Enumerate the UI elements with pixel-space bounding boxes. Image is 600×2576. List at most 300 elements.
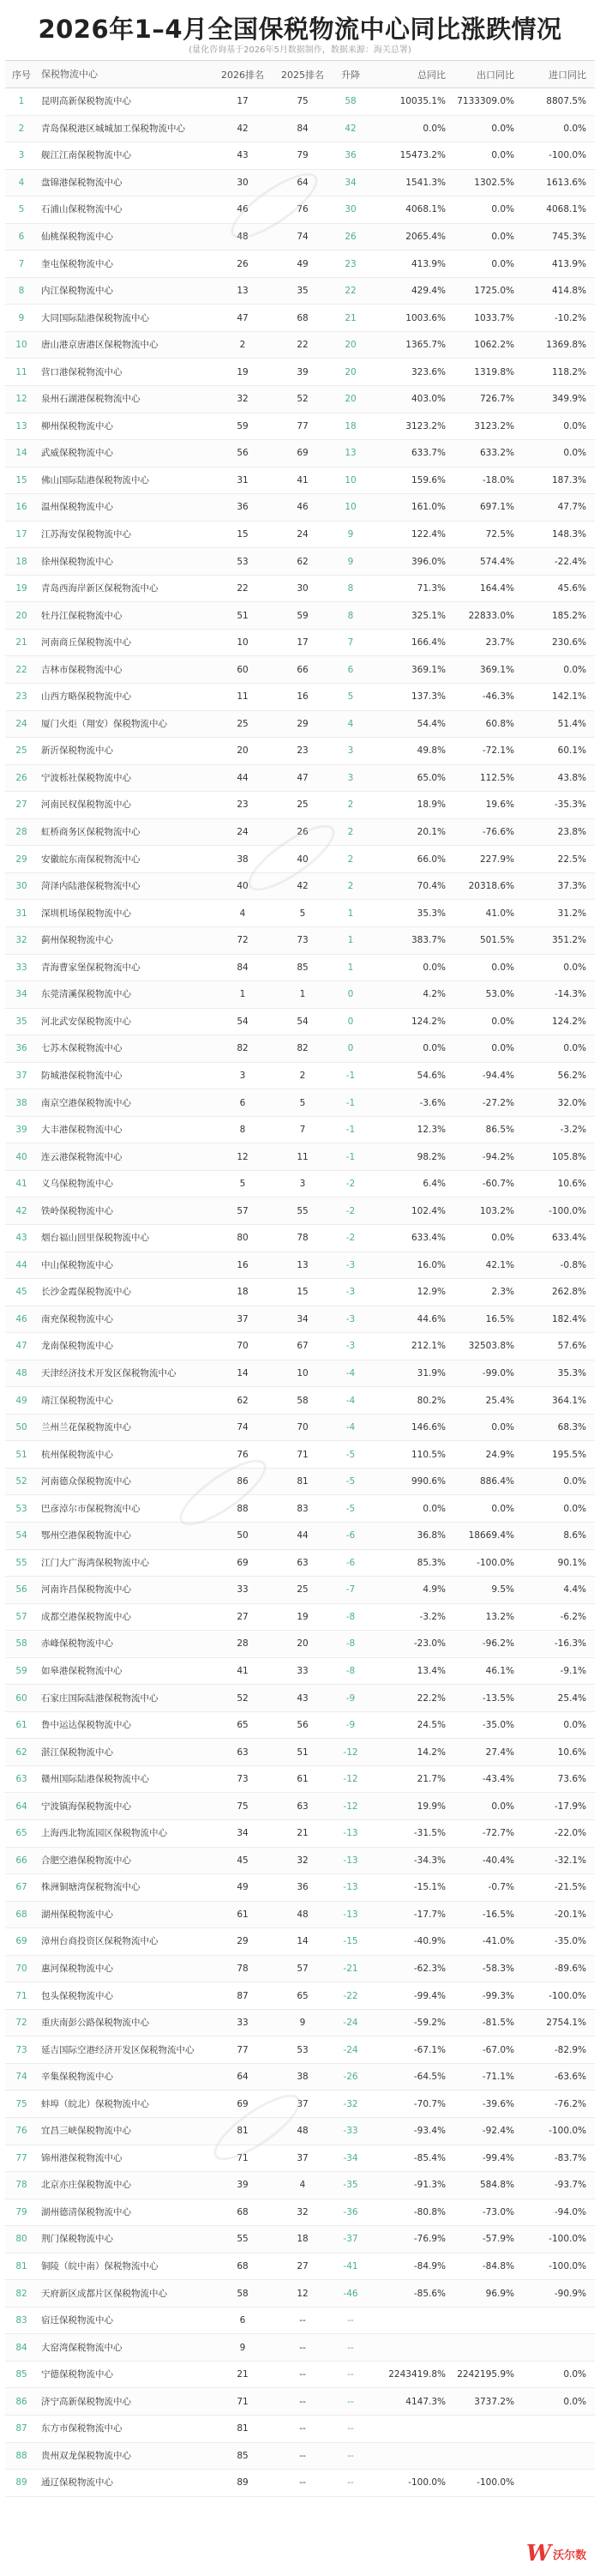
row-rank2026: 50	[209, 1522, 276, 1549]
page-subtitle: (量化咨询基于2026年5月数据制作，数据来源：海关总署)	[189, 45, 411, 55]
row-rank2025: 9	[276, 2009, 329, 2036]
row-export-yoy: 22833.0%	[449, 602, 518, 630]
row-export-yoy: 164.4%	[449, 575, 518, 602]
row-import-yoy: 32.0%	[518, 1089, 595, 1117]
header-rank2025: 2025排名	[276, 61, 329, 88]
row-export-yoy: 23.7%	[449, 629, 518, 656]
row-rank2026: 2	[209, 331, 276, 359]
row-total-yoy: 159.6%	[372, 467, 449, 494]
row-total-yoy: 31.9%	[372, 1360, 449, 1387]
row-export-yoy: -73.0%	[449, 2199, 518, 2226]
table-row	[5, 305, 595, 332]
row-total-yoy: 54.4%	[372, 710, 449, 738]
table-row	[5, 1631, 595, 1658]
table-row	[5, 1089, 595, 1117]
logo-text: 沃尔数	[553, 2549, 587, 2562]
row-import-yoy: -93.7%	[518, 2172, 595, 2199]
table-row	[5, 1874, 595, 1902]
row-import-yoy: 0.0%	[518, 115, 595, 142]
table-row	[5, 1495, 595, 1523]
table-row	[5, 738, 595, 765]
row-import-yoy: -100.0%	[518, 1198, 595, 1225]
row-no: 59	[5, 1657, 38, 1685]
table-row	[5, 1170, 595, 1198]
row-no: 73	[5, 2036, 38, 2064]
row-import-yoy: -82.9%	[518, 2036, 595, 2064]
row-export-yoy: 2.3%	[449, 1279, 518, 1306]
table-row	[5, 1116, 595, 1143]
row-rank2025: 20	[276, 1631, 329, 1658]
row-export-yoy: 501.5%	[449, 926, 518, 954]
table-row	[5, 2090, 595, 2118]
table-row	[5, 1279, 595, 1306]
row-no: 76	[5, 2118, 38, 2145]
table-row	[5, 1522, 595, 1549]
row-export-yoy: -72.1%	[449, 738, 518, 765]
table-row	[5, 846, 595, 873]
row-rank2026: 57	[209, 1198, 276, 1225]
row-name: 河南民权保税物流中心	[38, 792, 209, 819]
row-no: 27	[5, 792, 38, 819]
row-no: 67	[5, 1874, 38, 1902]
row-no: 43	[5, 1224, 38, 1252]
row-export-yoy: -96.2%	[449, 1631, 518, 1658]
row-export-yoy: 46.1%	[449, 1657, 518, 1685]
row-total-yoy: 323.6%	[372, 359, 449, 386]
row-no: 44	[5, 1252, 38, 1279]
row-name: 天府新区成都片区保税物流中心	[38, 2280, 209, 2308]
row-import-yoy: -20.1%	[518, 1901, 595, 1928]
row-export-yoy: 726.7%	[449, 386, 518, 413]
row-no: 42	[5, 1198, 38, 1225]
row-name: 青海曹家堡保税物流中心	[38, 954, 209, 981]
row-name: 盘锦港保税物流中心	[38, 169, 209, 196]
row-total-yoy: 166.4%	[372, 629, 449, 656]
row-total-yoy: 22.2%	[372, 1685, 449, 1712]
table-body	[5, 88, 595, 2497]
row-change: 30	[329, 196, 372, 224]
row-rank2025: 16	[276, 684, 329, 711]
table-row	[5, 1901, 595, 1928]
row-change: -6	[329, 1522, 372, 1549]
row-name: 防城港保税物流中心	[38, 1062, 209, 1089]
row-no: 88	[5, 2442, 38, 2470]
row-name: 义乌保税物流中心	[38, 1170, 209, 1198]
row-name: 山西方略保税物流中心	[38, 684, 209, 711]
row-rank2026: 59	[209, 413, 276, 440]
row-export-yoy: -40.4%	[449, 1847, 518, 1874]
row-change: 20	[329, 359, 372, 386]
row-export-yoy: -99.3%	[449, 1982, 518, 2010]
row-total-yoy: 1541.3%	[372, 169, 449, 196]
row-no: 52	[5, 1468, 38, 1495]
row-rank2026: 12	[209, 1143, 276, 1171]
row-import-yoy: 413.9%	[518, 250, 595, 278]
table-row	[5, 467, 595, 494]
row-export-yoy	[449, 2307, 518, 2334]
row-total-yoy: 49.8%	[372, 738, 449, 765]
row-rank2025: 5	[276, 900, 329, 927]
row-rank2025: 34	[276, 1306, 329, 1333]
row-total-yoy: 21.7%	[372, 1765, 449, 1793]
row-no: 16	[5, 494, 38, 522]
row-no: 37	[5, 1062, 38, 1089]
row-name: 仙桃保税物流中心	[38, 223, 209, 250]
row-change: -15	[329, 1928, 372, 1956]
row-change: 6	[329, 656, 372, 684]
table-row	[5, 2470, 595, 2497]
row-change: -1	[329, 1116, 372, 1143]
row-total-yoy: -3.6%	[372, 1089, 449, 1117]
row-name: 内江保税物流中心	[38, 277, 209, 305]
row-export-yoy: 584.8%	[449, 2172, 518, 2199]
row-change: -1	[329, 1062, 372, 1089]
row-change: -9	[329, 1711, 372, 1739]
row-total-yoy	[372, 2442, 449, 2470]
row-export-yoy: 0.0%	[449, 223, 518, 250]
row-export-yoy: 633.2%	[449, 440, 518, 468]
row-rank2026: 69	[209, 1549, 276, 1577]
row-total-yoy: 0.0%	[372, 1035, 449, 1063]
row-import-yoy: -63.6%	[518, 2063, 595, 2090]
table-row	[5, 1360, 595, 1387]
row-import-yoy	[518, 2334, 595, 2362]
row-change: -6	[329, 1549, 372, 1577]
table-row	[5, 684, 595, 711]
row-name: 大丰港保税物流中心	[38, 1116, 209, 1143]
row-name: 新沂保税物流中心	[38, 738, 209, 765]
row-import-yoy: -22.4%	[518, 548, 595, 576]
row-total-yoy: 633.7%	[372, 440, 449, 468]
row-rank2026: 51	[209, 602, 276, 630]
row-rank2025: 81	[276, 1468, 329, 1495]
row-change: -12	[329, 1765, 372, 1793]
row-export-yoy: 0.0%	[449, 1793, 518, 1820]
row-import-yoy: 124.2%	[518, 1008, 595, 1035]
row-no: 25	[5, 738, 38, 765]
row-total-yoy: 4068.1%	[372, 196, 449, 224]
row-rank2025: 71	[276, 1441, 329, 1469]
table-row	[5, 1143, 595, 1171]
row-rank2025: 22	[276, 331, 329, 359]
row-no: 34	[5, 981, 38, 1009]
row-no: 77	[5, 2145, 38, 2172]
row-export-yoy: 3123.2%	[449, 413, 518, 440]
row-export-yoy: 24.9%	[449, 1441, 518, 1469]
row-rank2026: 41	[209, 1657, 276, 1685]
row-no: 89	[5, 2470, 38, 2497]
row-total-yoy: 0.0%	[372, 954, 449, 981]
row-rank2025: 49	[276, 250, 329, 278]
row-rank2025: 11	[276, 1143, 329, 1171]
row-name: 昆明高新保税物流中心	[38, 88, 209, 116]
row-export-yoy: -67.0%	[449, 2036, 518, 2064]
row-import-yoy: 35.3%	[518, 1360, 595, 1387]
row-import-yoy: -100.0%	[518, 2226, 595, 2253]
table-row	[5, 440, 595, 468]
row-rank2025: 78	[276, 1224, 329, 1252]
row-total-yoy: -100.0%	[372, 2470, 449, 2497]
row-total-yoy: 3123.2%	[372, 413, 449, 440]
table-row	[5, 656, 595, 684]
row-no: 10	[5, 331, 38, 359]
row-name: 杭州保税物流中心	[38, 1441, 209, 1469]
row-name: 武威保税物流中心	[38, 440, 209, 468]
row-total-yoy: 2065.4%	[372, 223, 449, 250]
row-export-yoy: -99.4%	[449, 2145, 518, 2172]
row-rank2026: 33	[209, 2009, 276, 2036]
row-rank2025: 19	[276, 1603, 329, 1631]
row-no: 56	[5, 1577, 38, 1604]
row-export-yoy: -71.1%	[449, 2063, 518, 2090]
row-rank2026: 81	[209, 2118, 276, 2145]
row-rank2026: 27	[209, 1603, 276, 1631]
row-change: 20	[329, 331, 372, 359]
row-name: 惠河保税物流中心	[38, 1955, 209, 1982]
row-no: 28	[5, 818, 38, 846]
row-change: -3	[329, 1306, 372, 1333]
row-change: -3	[329, 1279, 372, 1306]
row-rank2026: 33	[209, 1577, 276, 1604]
row-export-yoy	[449, 2334, 518, 2362]
table-row	[5, 1008, 595, 1035]
row-export-yoy: -60.7%	[449, 1170, 518, 1198]
row-import-yoy: 4068.1%	[518, 196, 595, 224]
row-rank2025: 57	[276, 1955, 329, 1982]
row-rank2025: 58	[276, 1387, 329, 1415]
row-name: 舰江江南保税物流中心	[38, 142, 209, 170]
row-import-yoy: 0.0%	[518, 2361, 595, 2388]
row-export-yoy: -58.3%	[449, 1955, 518, 1982]
row-rank2026: 84	[209, 954, 276, 981]
row-no: 74	[5, 2063, 38, 2090]
row-name: 宁波栎社保税物流中心	[38, 764, 209, 792]
row-rank2026: 47	[209, 305, 276, 332]
row-import-yoy: -32.1%	[518, 1847, 595, 1874]
row-total-yoy: 212.1%	[372, 1333, 449, 1360]
row-rank2026: 56	[209, 440, 276, 468]
table-row	[5, 2063, 595, 2090]
row-total-yoy: 10035.1%	[372, 88, 449, 116]
row-change: 3	[329, 764, 372, 792]
row-name: 重庆南彭公路保税物流中心	[38, 2009, 209, 2036]
table-row	[5, 710, 595, 738]
row-rank2026: 62	[209, 1387, 276, 1415]
row-export-yoy: -16.5%	[449, 1901, 518, 1928]
row-export-yoy: -43.4%	[449, 1765, 518, 1793]
row-name: 辛集保税物流中心	[38, 2063, 209, 2090]
row-change: -41	[329, 2253, 372, 2280]
row-rank2026: 24	[209, 818, 276, 846]
table-row	[5, 1982, 595, 2010]
row-rank2026: 65	[209, 1711, 276, 1739]
row-rank2025: 47	[276, 764, 329, 792]
brand-logo	[521, 2538, 591, 2569]
row-import-yoy: 195.5%	[518, 1441, 595, 1469]
row-rank2026: 88	[209, 1495, 276, 1523]
row-no: 36	[5, 1035, 38, 1063]
row-import-yoy: 0.0%	[518, 1495, 595, 1523]
row-change: 9	[329, 548, 372, 576]
table-header-row	[5, 61, 595, 88]
row-import-yoy: 22.5%	[518, 846, 595, 873]
row-rank2026: 25	[209, 710, 276, 738]
row-rank2025: 1	[276, 981, 329, 1009]
header-total-yoy: 总同比	[372, 61, 449, 88]
row-change: 1	[329, 926, 372, 954]
row-export-yoy: 0.0%	[449, 1414, 518, 1441]
row-change: 21	[329, 305, 372, 332]
row-change: -7	[329, 1577, 372, 1604]
row-no: 53	[5, 1495, 38, 1523]
row-name: 东莞清溪保税物流中心	[38, 981, 209, 1009]
row-no: 68	[5, 1901, 38, 1928]
row-rank2025: 43	[276, 1685, 329, 1712]
row-rank2025: 10	[276, 1360, 329, 1387]
row-change: 8	[329, 602, 372, 630]
row-rank2026: 72	[209, 926, 276, 954]
row-change: 2	[329, 872, 372, 900]
row-name: 江门大广海湾保税物流中心	[38, 1549, 209, 1577]
row-import-yoy: 73.6%	[518, 1765, 595, 1793]
row-export-yoy: 0.0%	[449, 196, 518, 224]
table-row	[5, 2334, 595, 2362]
row-no: 19	[5, 575, 38, 602]
header-import-yoy: 进口同比	[518, 61, 595, 88]
row-rank2025: 41	[276, 467, 329, 494]
row-change: --	[329, 2307, 372, 2334]
row-name: 长沙金霞保税物流中心	[38, 1279, 209, 1306]
row-total-yoy: 6.4%	[372, 1170, 449, 1198]
row-total-yoy: -70.7%	[372, 2090, 449, 2118]
table-row	[5, 1765, 595, 1793]
row-rank2026: 43	[209, 142, 276, 170]
row-change: -35	[329, 2172, 372, 2199]
table-row	[5, 142, 595, 170]
row-rank2026: 40	[209, 872, 276, 900]
row-rank2025: 37	[276, 2145, 329, 2172]
row-total-yoy: -62.3%	[372, 1955, 449, 1982]
row-import-yoy: -89.6%	[518, 1955, 595, 1982]
table-row	[5, 2172, 595, 2199]
row-rank2026: 44	[209, 764, 276, 792]
row-import-yoy: -100.0%	[518, 142, 595, 170]
row-import-yoy: -22.0%	[518, 1820, 595, 1848]
row-import-yoy: 633.4%	[518, 1224, 595, 1252]
row-change: -2	[329, 1170, 372, 1198]
row-no: 5	[5, 196, 38, 224]
row-rank2025: 12	[276, 2280, 329, 2308]
row-rank2026: 10	[209, 629, 276, 656]
row-no: 70	[5, 1955, 38, 1982]
row-change: 0	[329, 981, 372, 1009]
row-total-yoy: 396.0%	[372, 548, 449, 576]
row-no: 49	[5, 1387, 38, 1415]
row-export-yoy: 53.0%	[449, 981, 518, 1009]
row-export-yoy	[449, 2442, 518, 2470]
row-total-yoy: 161.0%	[372, 494, 449, 522]
row-total-yoy: 4147.3%	[372, 2388, 449, 2416]
row-rank2025: 7	[276, 1116, 329, 1143]
row-name: 兰州兰花保税物流中心	[38, 1414, 209, 1441]
row-name: 河南德众保税物流中心	[38, 1468, 209, 1495]
row-rank2026: 23	[209, 792, 276, 819]
row-total-yoy: 71.3%	[372, 575, 449, 602]
row-import-yoy: -10.2%	[518, 305, 595, 332]
row-export-yoy: 18669.4%	[449, 1522, 518, 1549]
row-no: 75	[5, 2090, 38, 2118]
row-export-yoy: 112.5%	[449, 764, 518, 792]
row-rank2026: 68	[209, 2253, 276, 2280]
row-export-yoy: -35.0%	[449, 1711, 518, 1739]
row-no: 55	[5, 1549, 38, 1577]
table-row	[5, 223, 595, 250]
row-total-yoy: 413.9%	[372, 250, 449, 278]
row-export-yoy: 72.5%	[449, 521, 518, 548]
row-rank2025: 73	[276, 926, 329, 954]
table-row	[5, 2361, 595, 2388]
row-rank2025: 54	[276, 1008, 329, 1035]
row-no: 87	[5, 2416, 38, 2443]
row-total-yoy: 2243419.8%	[372, 2361, 449, 2388]
row-export-yoy	[449, 2416, 518, 2443]
row-rank2025: 14	[276, 1928, 329, 1956]
row-name: 湛江保税物流中心	[38, 1739, 209, 1766]
row-import-yoy: -35.0%	[518, 1928, 595, 1956]
row-name: 连云港保税物流中心	[38, 1143, 209, 1171]
row-import-yoy: 60.1%	[518, 738, 595, 765]
row-total-yoy: 12.3%	[372, 1116, 449, 1143]
row-no: 78	[5, 2172, 38, 2199]
row-rank2025: 23	[276, 738, 329, 765]
row-rank2025: 85	[276, 954, 329, 981]
row-rank2025: 75	[276, 88, 329, 116]
row-total-yoy: 16.0%	[372, 1252, 449, 1279]
row-total-yoy: -40.9%	[372, 1928, 449, 1956]
row-rank2025: 84	[276, 115, 329, 142]
row-rank2026: 34	[209, 1820, 276, 1848]
table-row	[5, 115, 595, 142]
row-total-yoy: 85.3%	[372, 1549, 449, 1577]
row-rank2025: 76	[276, 196, 329, 224]
row-total-yoy: -67.1%	[372, 2036, 449, 2064]
row-name: 鄂州空港保税物流中心	[38, 1522, 209, 1549]
row-export-yoy: 60.8%	[449, 710, 518, 738]
row-total-yoy: 18.9%	[372, 792, 449, 819]
table-row	[5, 1711, 595, 1739]
row-import-yoy: 56.2%	[518, 1062, 595, 1089]
row-rank2025: 62	[276, 548, 329, 576]
row-change: 34	[329, 169, 372, 196]
row-rank2025: 36	[276, 1874, 329, 1902]
row-name: 湖州保税物流中心	[38, 1901, 209, 1928]
row-rank2025: 40	[276, 846, 329, 873]
row-export-yoy: 1302.5%	[449, 169, 518, 196]
row-import-yoy: 23.8%	[518, 818, 595, 846]
row-total-yoy: -91.3%	[372, 2172, 449, 2199]
table-row	[5, 2442, 595, 2470]
row-import-yoy: 148.3%	[518, 521, 595, 548]
row-total-yoy: 325.1%	[372, 602, 449, 630]
row-change: -1	[329, 1143, 372, 1171]
row-no: 32	[5, 926, 38, 954]
row-no: 62	[5, 1739, 38, 1766]
row-import-yoy: 0.0%	[518, 440, 595, 468]
row-name: 宁德保税物流中心	[38, 2361, 209, 2388]
table-row	[5, 2280, 595, 2308]
row-rank2026: 85	[209, 2442, 276, 2470]
row-change: 10	[329, 494, 372, 522]
